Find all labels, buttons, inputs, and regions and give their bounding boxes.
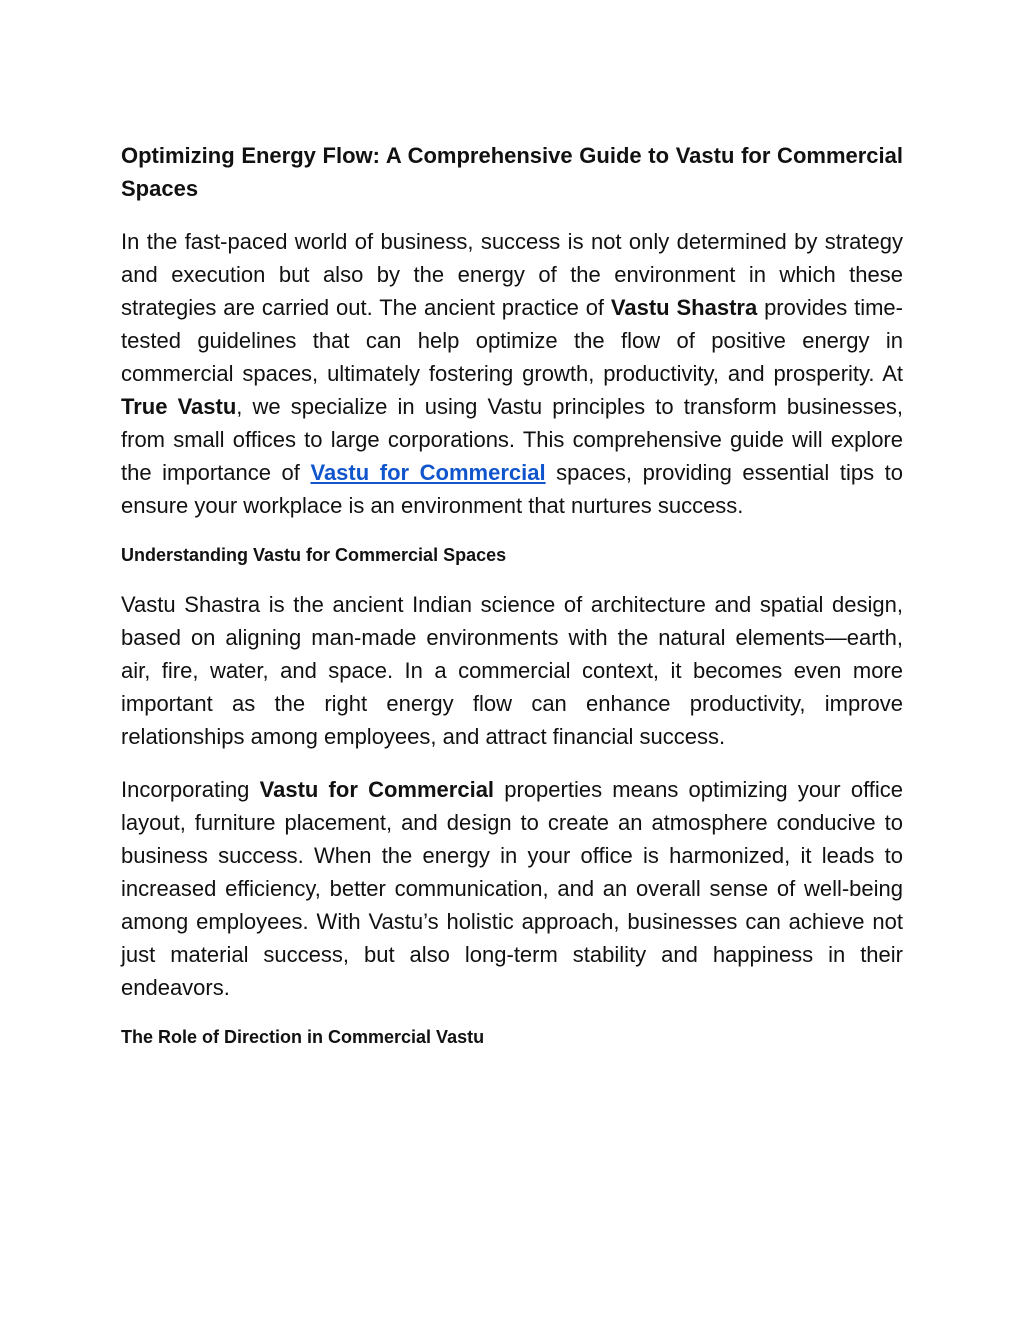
- p2-text-1: Incorporating: [121, 777, 260, 802]
- vastu-for-commercial-link[interactable]: Vastu for Commercial: [310, 460, 546, 485]
- intro-text-3: , we specialize in using Vastu principles to transform businesses, from small offices to large corporations. This comprehensive guide will explore the importance of: [121, 394, 903, 485]
- p2-text-2: properties means optimizing your office layout, furniture placement, and design to create an atmosphere conducive to business success. When the energy in your office is harmonized, it leads to increased efficiency, better communication, and an overall sense of well-being among employees. With Vastu’s holistic approach, businesses can achieve not just material success, but also long-term stability and happiness in their endeavors.: [121, 777, 904, 1000]
- section-heading-understanding: Understanding Vastu for Commercial Spaces: [121, 545, 507, 565]
- document-title: Optimizing Energy Flow: A Comprehensive Guide to Vastu for Commercial Spaces: [121, 143, 903, 201]
- section1-paragraph-1: Vastu Shastra is the ancient Indian science of architecture and spatial design, based on aligning man-made environments with the natural elements—earth, air, fire, water, and space. In a commercial context, it becomes even more important as the right energy flow can enhance productivity, improve relationships among employees, and attract financial success.: [121, 592, 903, 749]
- section-heading-role-of-direction: The Role of Direction in Commercial Vastu: [121, 1027, 485, 1047]
- section1-paragraph-2: [121, 773, 903, 1004]
- intro-bold-true-vastu: True Vastu: [121, 394, 237, 419]
- intro-paragraph: [121, 225, 903, 522]
- intro-text-1: In the fast-paced world of business, success is not only determined by strategy and execution but also by the energy of the environment in which these strategies are carried out. The ancient practice of: [121, 229, 903, 320]
- p2-bold-vastu-for-commercial: Vastu for Commercial: [259, 777, 495, 802]
- intro-bold-vastu-shastra: Vastu Shastra: [610, 295, 758, 320]
- document-page: [121, 139, 903, 1070]
- intro-text-4: spaces, providing essential tips to ensure your workplace is an environment that nurtures success.: [121, 460, 903, 518]
- intro-text-2: provides time-tested guidelines that can help optimize the flow of positive energy in commercial spaces, ultimately fostering growth, productivity, and prosperity. At: [121, 295, 903, 386]
